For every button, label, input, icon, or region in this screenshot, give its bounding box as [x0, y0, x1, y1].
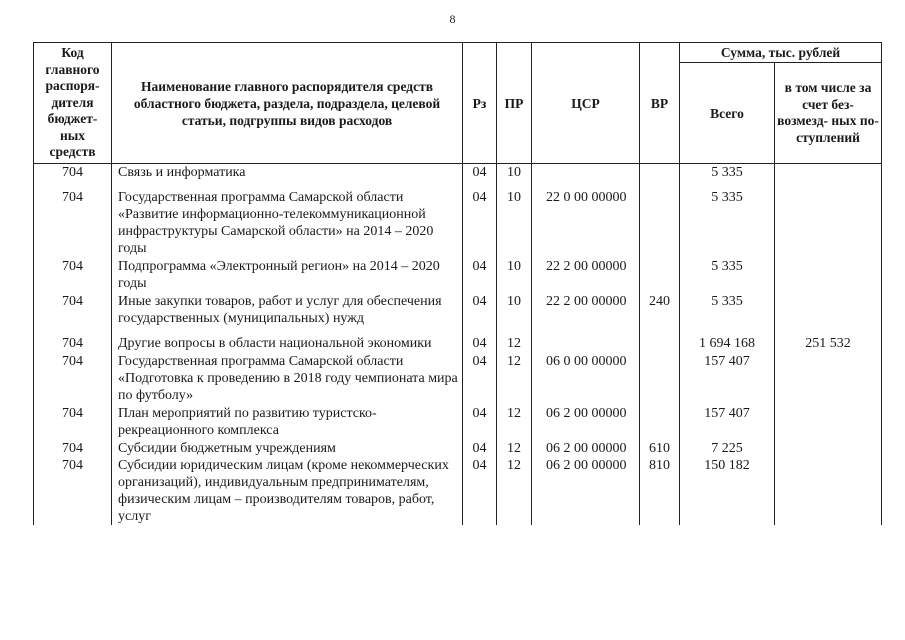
cell-name: Субсидии юридическим лицам (кроме некоммерческих организаций), индивидуальным предпринимателям, физическим лицам – производителям товаров, работ, услуг — [112, 457, 463, 525]
header-free: в том числе за счет без- возмезд- ных по- ступлений — [775, 63, 882, 164]
cell-code: 704 — [34, 189, 112, 258]
cell-name: Связь и информатика — [112, 164, 463, 190]
cell-free — [775, 405, 882, 440]
cell-pr: 10 — [497, 293, 532, 335]
cell-vr: 810 — [640, 457, 680, 525]
cell-total: 5 335 — [680, 293, 775, 335]
table-row — [34, 405, 882, 440]
cell-vr — [640, 189, 680, 258]
cell-total: 5 335 — [680, 258, 775, 293]
cell-code: 704 — [34, 353, 112, 405]
cell-total: 1 694 168 — [680, 335, 775, 353]
cell-code: 704 — [34, 293, 112, 335]
table-row — [34, 258, 882, 293]
header-total: Всего — [680, 63, 775, 164]
cell-free — [775, 440, 882, 457]
cell-code: 704 — [34, 405, 112, 440]
cell-total: 157 407 — [680, 353, 775, 405]
cell-total: 5 335 — [680, 189, 775, 258]
cell-csr: 06 2 00 00000 — [532, 440, 640, 457]
cell-free — [775, 457, 882, 525]
cell-pr: 10 — [497, 189, 532, 258]
cell-csr — [532, 164, 640, 190]
cell-free — [775, 293, 882, 335]
cell-code: 704 — [34, 335, 112, 353]
cell-name: Подпрограмма «Электронный регион» на 2014 – 2020 годы — [112, 258, 463, 293]
cell-pr: 12 — [497, 457, 532, 525]
cell-pr: 12 — [497, 335, 532, 353]
cell-name: Государственная программа Самарской области «Развитие информационно-телекоммуникационной инфраструктуры Самарской области» на 2014 – 2020 годы — [112, 189, 463, 258]
cell-pr: 12 — [497, 440, 532, 457]
cell-vr — [640, 405, 680, 440]
header-sum: Сумма, тыс. рублей — [680, 43, 882, 63]
cell-csr: 06 2 00 00000 — [532, 405, 640, 440]
cell-rz: 04 — [463, 258, 497, 293]
table-row — [34, 353, 882, 405]
cell-pr: 10 — [497, 164, 532, 190]
cell-code: 704 — [34, 258, 112, 293]
cell-rz: 04 — [463, 353, 497, 405]
cell-total: 5 335 — [680, 164, 775, 190]
cell-free: 251 532 — [775, 335, 882, 353]
cell-name: Другие вопросы в области национальной экономики — [112, 335, 463, 353]
header-name: Наименование главного распорядителя средств областного бюджета, раздела, подраздела, целевой статьи, подгруппы видов расходов — [112, 43, 463, 164]
cell-rz: 04 — [463, 405, 497, 440]
header-pr: ПР — [497, 43, 532, 164]
cell-rz: 04 — [463, 293, 497, 335]
budget-table — [33, 42, 882, 525]
cell-name: Государственная программа Самарской области «Подготовка к проведению в 2018 году чемпионата мира по футболу» — [112, 353, 463, 405]
table-row — [34, 164, 882, 190]
cell-free — [775, 353, 882, 405]
cell-code: 704 — [34, 457, 112, 525]
table-row — [34, 293, 882, 335]
cell-total: 157 407 — [680, 405, 775, 440]
cell-code: 704 — [34, 164, 112, 190]
cell-pr: 12 — [497, 353, 532, 405]
cell-pr: 12 — [497, 405, 532, 440]
cell-vr — [640, 335, 680, 353]
cell-vr: 610 — [640, 440, 680, 457]
table-row — [34, 457, 882, 525]
header-csr: ЦСР — [532, 43, 640, 164]
cell-rz: 04 — [463, 189, 497, 258]
cell-name: Иные закупки товаров, работ и услуг для обеспечения государственных (муниципальных) нужд — [112, 293, 463, 335]
cell-csr — [532, 335, 640, 353]
cell-csr: 06 2 00 00000 — [532, 457, 640, 525]
cell-csr: 22 2 00 00000 — [532, 258, 640, 293]
header-rz: Рз — [463, 43, 497, 164]
cell-total: 150 182 — [680, 457, 775, 525]
cell-csr: 22 2 00 00000 — [532, 293, 640, 335]
cell-name: План мероприятий по развитию туристско-рекреационного комплекса — [112, 405, 463, 440]
cell-vr — [640, 258, 680, 293]
cell-rz: 04 — [463, 164, 497, 190]
table-row — [34, 335, 882, 353]
cell-rz: 04 — [463, 335, 497, 353]
cell-csr: 06 0 00 00000 — [532, 353, 640, 405]
header-code: Код главного распоря- дителя бюджет- ных средств — [34, 43, 112, 164]
cell-rz: 04 — [463, 440, 497, 457]
cell-code: 704 — [34, 440, 112, 457]
table-row — [34, 440, 882, 457]
cell-free — [775, 164, 882, 190]
cell-free — [775, 189, 882, 258]
cell-vr — [640, 353, 680, 405]
cell-total: 7 225 — [680, 440, 775, 457]
cell-free — [775, 258, 882, 293]
cell-vr: 240 — [640, 293, 680, 335]
cell-pr: 10 — [497, 258, 532, 293]
page-number: 8 — [449, 12, 456, 26]
header-vr: ВР — [640, 43, 680, 164]
cell-csr: 22 0 00 00000 — [532, 189, 640, 258]
table-row — [34, 189, 882, 258]
cell-name: Субсидии бюджетным учреждениям — [112, 440, 463, 457]
cell-vr — [640, 164, 680, 190]
cell-rz: 04 — [463, 457, 497, 525]
